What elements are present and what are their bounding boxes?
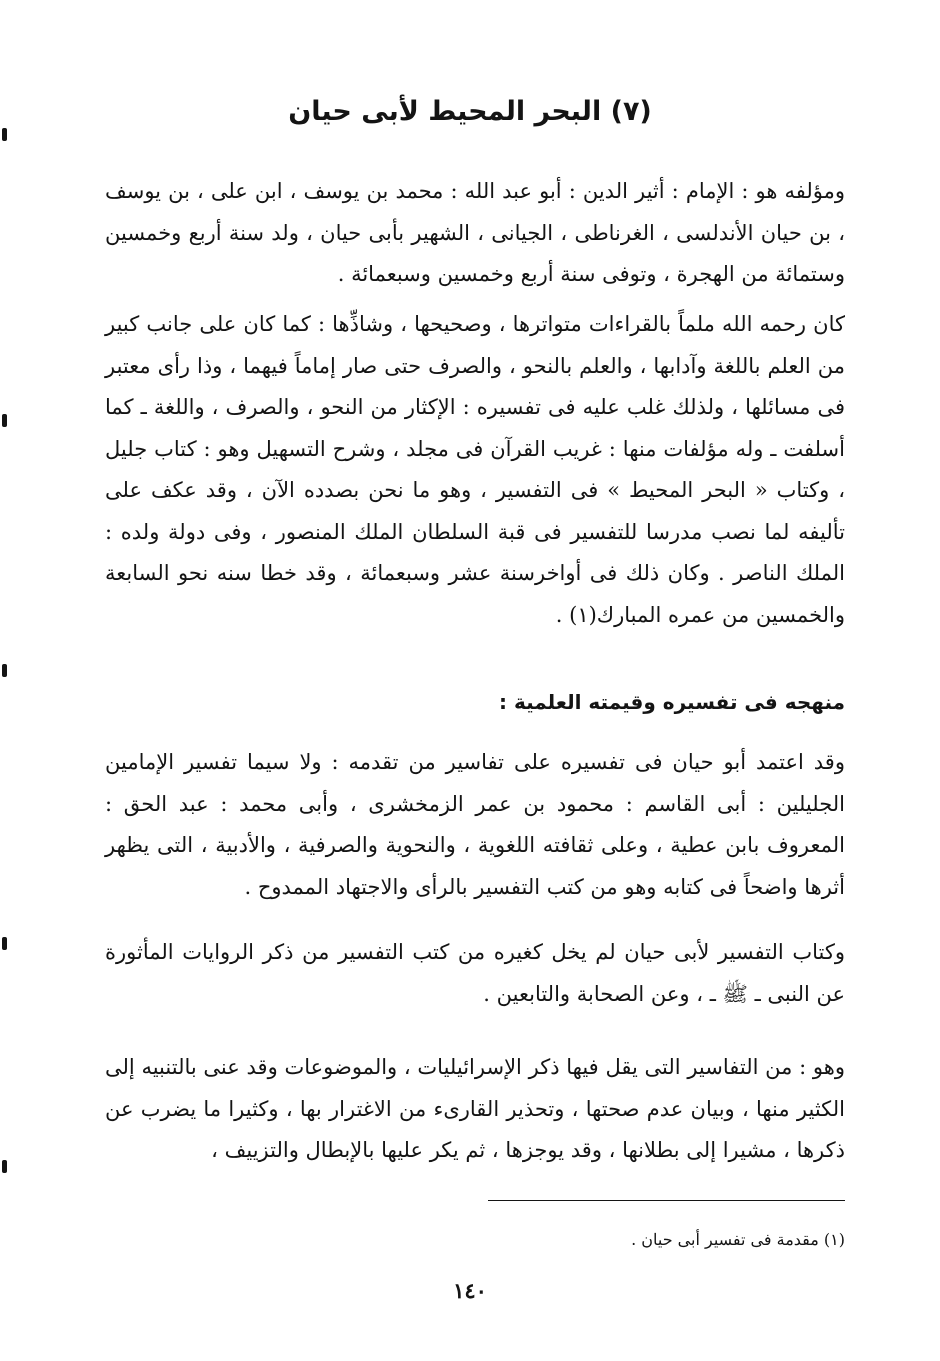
page-title: (٧) البحر المحيط لأبى حيان <box>288 96 652 127</box>
scan-margin-mark <box>2 1160 7 1173</box>
paragraph-text: وقد اعتمد أبو حيان فى تفسيره على تفاسير من تقدمه : ولا سيما تفسير الإمامين الجليلين : أبى القاسم : محمود بن عمر الزمخشرى ، وأبى محمد : عبد الحق : المعروف بابن عطية ، وعلى ثقافته اللغوية ، والنحوية والصرفية ، والأدبية ، التى يظهر أثرها واضحاً فى كتابه وهو من كتب التفسير بالرأى والاجتهاد الممدوح . <box>105 750 845 899</box>
section-heading: منهجه فى تفسيره وقيمته العلمية : <box>498 690 845 714</box>
paragraph-text: وهو : من التفاسير التى يقل فيها ذكر الإسرائيليات ، والموضوعات وقد عنى بالتنبيه إلى الكثير منها ، وبيان عدم صحتها ، وتحذير القارىء من الاغترار بها ، وكثيرا ما يضرب عن ذكرها ، مشيرا إلى بطلانها ، وقد يوجزها ، ثم يكر عليها بالإبطال والتزييف ، <box>105 1055 845 1162</box>
footnote-divider <box>488 1200 845 1201</box>
paragraph-method <box>105 742 845 908</box>
paragraph-text: ومؤلفه هو : الإمام : أثير الدين : أبو عبد الله : محمد بن يوسف ، ابن على ، بن يوسف ، بن حيان الأندلسى ، الغرناطى ، الجيانى ، الشهير بأبى حيان ، ولد سنة أربع وخمسين وستمائة من الهجرة ، وتوفى سنة أربع وخمسين وسبعمائة . <box>105 179 845 286</box>
paragraph-narrations <box>105 932 845 1015</box>
paragraph-author <box>105 171 845 296</box>
scan-margin-mark <box>2 937 7 950</box>
scan-margin-mark <box>2 664 7 677</box>
scan-margin-mark <box>2 128 7 141</box>
paragraph-scholarship <box>105 304 845 636</box>
paragraph-text: كان رحمه الله ملماً بالقراءات متواترها ، وصحيحها ، وشاذِّها : كما كان على جانب كبير من العلم باللغة وآدابها ، والعلم بالنحو ، والصرف حتى صار إماماً فيهما ، وذا رأى معتبر فى مسائلها ، ولذلك غلب عليه فى تفسيره : الإكثار من النحو ، والصرف ، واللغة ـ كما أسلفت ـ وله مؤلفات منها : غريب القرآن فى مجلد ، وشرح التسهيل وهو : كتاب جليل ، وكتاب « البحر المحيط » فى التفسير ، وهو ما نحن بصدده الآن ، وقد عكف على تأليفه لما نصب مدرسا للتفسير فى قبة السلطان الملك المنصور ، وفى دولة ولده : الملك الناصر . وكان ذلك فى أواخرسنة عشر وسبعمائة ، وقد خطا سنه نحو السابعة والخمسين من عمره المبارك(١) . <box>105 312 845 627</box>
footnote: (١) مقدمة فى تفسير أبى حيان . <box>631 1230 845 1249</box>
paragraph-text: وكتاب التفسير لأبى حيان لم يخل كغيره من كتب التفسير من ذكر الروايات المأثورة عن النبى ـ ﷺ ـ ، وعن الصحابة والتابعين . <box>105 940 845 1006</box>
page-number: ١٤٠ <box>453 1278 487 1303</box>
scan-margin-mark <box>2 414 7 427</box>
paragraph-israiliyyat <box>105 1047 845 1172</box>
